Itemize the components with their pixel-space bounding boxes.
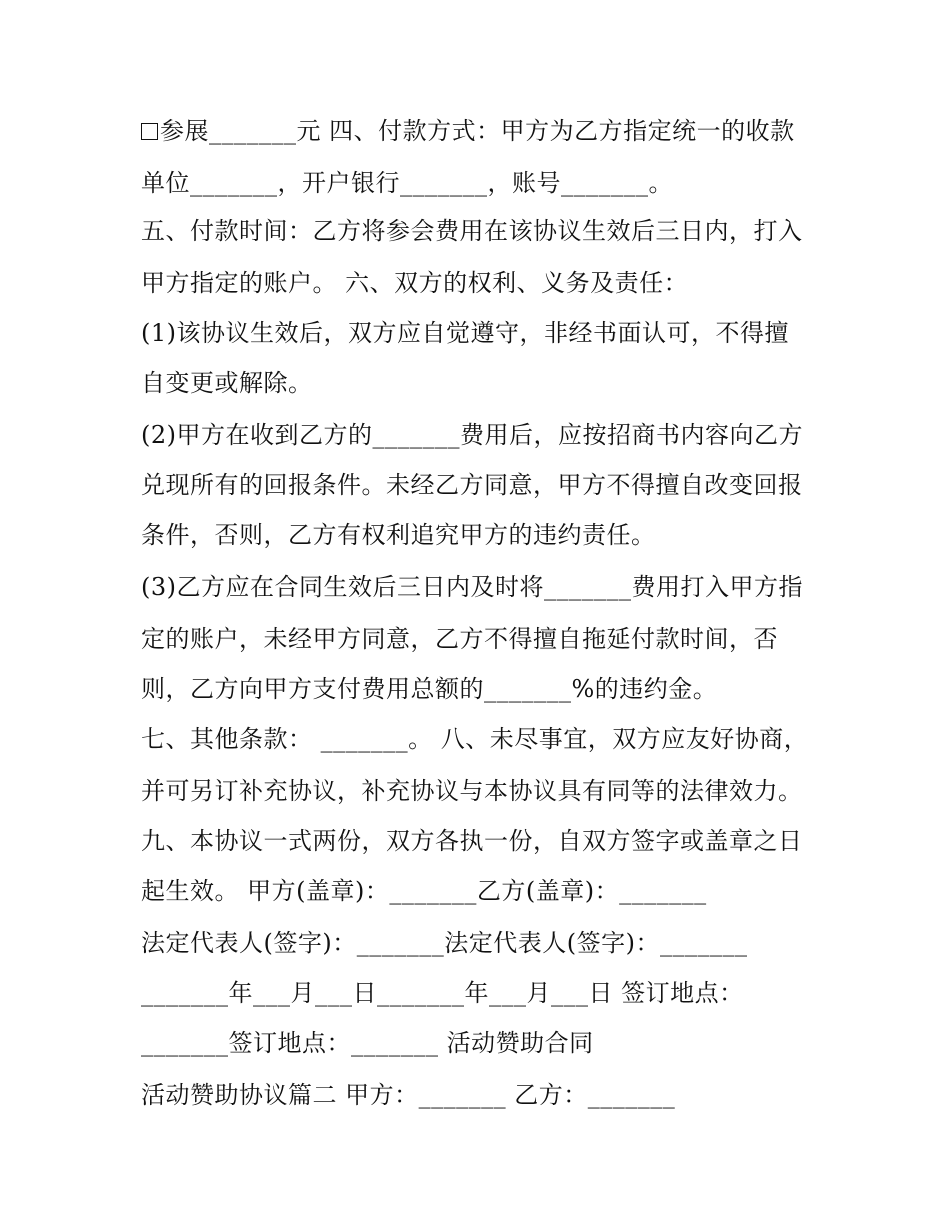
text-line: 七、其他条款： _______。 八、未尽事宜，双方应友好协商， xyxy=(141,725,809,753)
text-line: _______签订地点：_______ 活动赞助合同 xyxy=(141,1029,594,1057)
text-line: 法定代表人(签字)：_______法定代表人(签字)：_______ xyxy=(141,929,748,957)
text-line: 五、付款时间：乙方将参会费用在该协议生效后三日内，打入 xyxy=(141,217,803,245)
text-line: (1)该协议生效后，双方应自觉遵守，非经书面认可，不得擅 xyxy=(141,319,789,347)
text-line: (3)乙方应在合同生效后三日内及时将_______费用打入甲方指 xyxy=(141,573,803,601)
text-line: 起生效。 甲方(盖章)：_______乙方(盖章)：_______ xyxy=(141,877,707,905)
text-line: 并可另订补充协议，补充协议与本协议具有同等的法律效力。 xyxy=(141,777,803,805)
text-line: 则，乙方向甲方支付费用总额的_______%的违约金。 xyxy=(141,675,718,703)
text-line: 兑现所有的回报条件。未经乙方同意，甲方不得擅自改变回报 xyxy=(141,471,803,499)
text-line: 活动赞助协议篇二 甲方：_______ 乙方：_______ xyxy=(141,1081,676,1109)
text-line xyxy=(141,116,795,146)
text-line: 九、本协议一式两份，双方各执一份，自双方签字或盖章之日 xyxy=(141,827,803,855)
text-line: _______年___月___日_______年___月___日 签订地点： xyxy=(141,979,744,1007)
text-line: 条件，否则，乙方有权利追究甲方的违约责任。 xyxy=(141,521,656,549)
text-line: 定的账户，未经甲方同意，乙方不得擅自拖延付款时间，否 xyxy=(141,625,778,653)
text-line: 甲方指定的账户。 六、双方的权利、义务及责任： xyxy=(141,269,689,297)
text-line: 自变更或解除。 xyxy=(141,369,313,397)
checkbox-icon xyxy=(141,123,158,140)
text-line: (2)甲方在收到乙方的_______费用后，应按招商书内容向乙方 xyxy=(141,421,803,449)
text-line: 单位_______，开户银行_______，账号_______。 xyxy=(141,169,673,197)
text-content: 参展_______元 四、付款方式：甲方为乙方指定统一的收款 xyxy=(160,117,795,145)
